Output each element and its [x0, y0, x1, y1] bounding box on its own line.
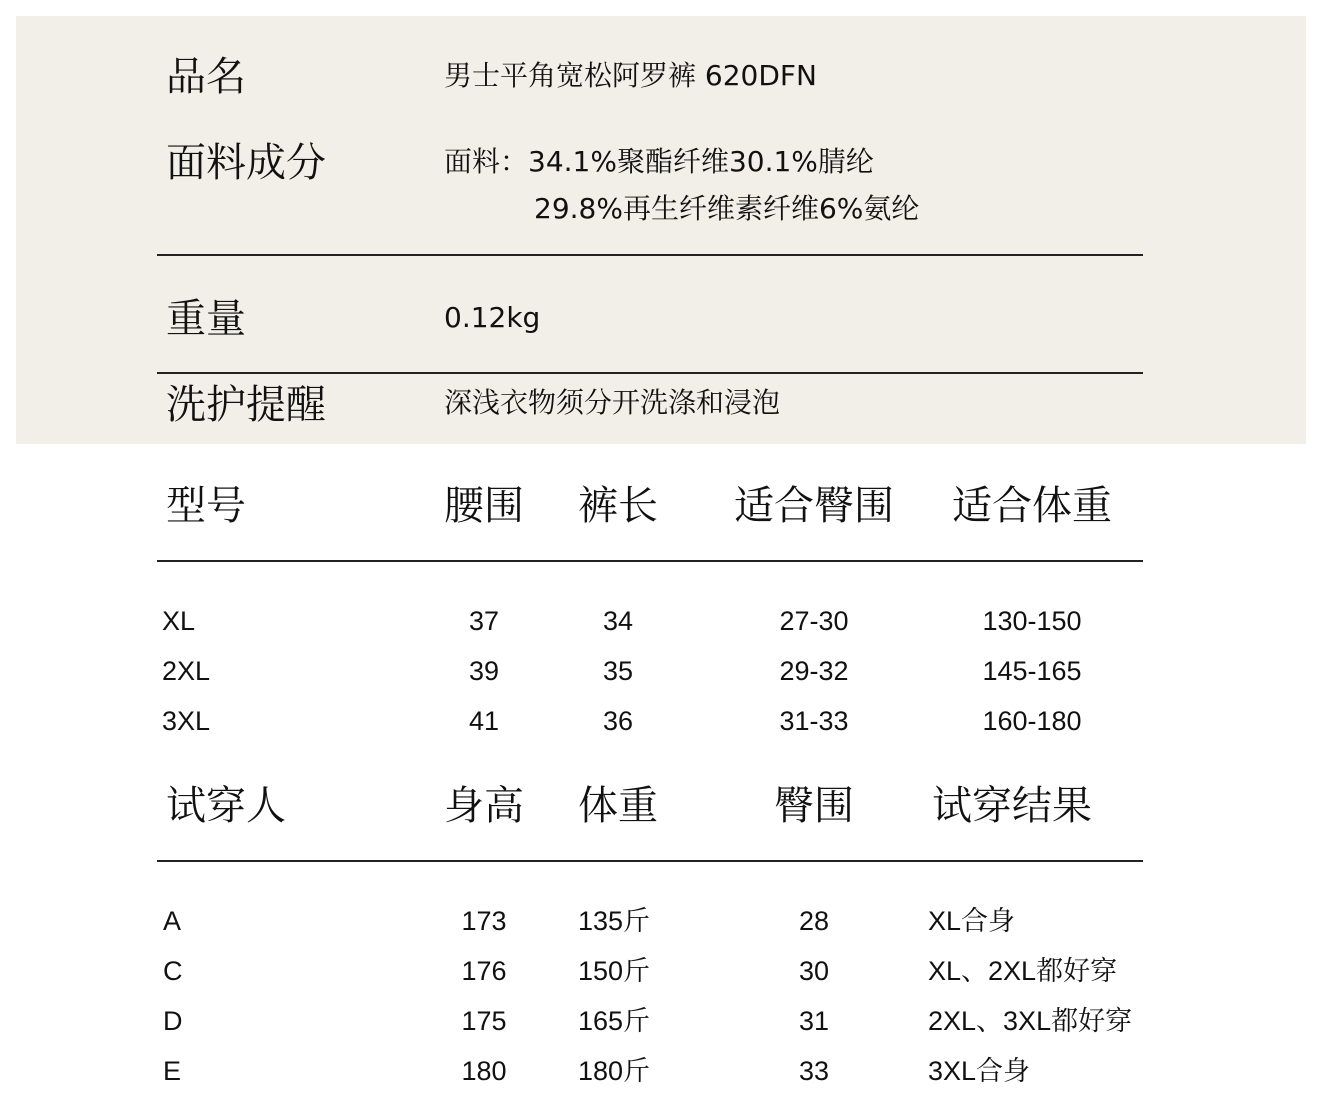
table-cell-result: 3XL合身 [928, 1056, 1031, 1086]
divider [157, 860, 1143, 862]
table-cell-weight: 150斤 [578, 956, 651, 986]
table-cell-size: 2XL [162, 656, 211, 686]
fit-header-weight: 体重 [578, 783, 658, 829]
fit-header-result: 试穿结果 [932, 783, 1092, 829]
table-cell-tester: A [163, 906, 182, 936]
table-cell-tester: C [163, 956, 183, 986]
weight-value: 0.12kg [444, 301, 541, 334]
table-cell-hip: 28 [798, 906, 830, 936]
table-cell-length: 36 [602, 706, 634, 736]
table-cell-size: 3XL [162, 706, 211, 736]
size-header-waist: 腰围 [444, 483, 524, 529]
care-label: 洗护提醒 [166, 382, 326, 428]
table-cell-result: XL合身 [928, 906, 1016, 936]
table-cell-weight: 135斤 [578, 906, 651, 936]
table-cell-result: XL、2XL都好穿 [928, 956, 1118, 986]
table-cell-weight: 180斤 [578, 1056, 651, 1086]
size-header-weight: 适合体重 [952, 483, 1112, 529]
table-cell-length: 35 [602, 656, 634, 686]
table-cell-height: 176 [461, 956, 507, 986]
table-cell-weight: 160-180 [982, 706, 1082, 736]
fit-header-height: 身高 [444, 783, 524, 829]
fabric-line-1: 面料：34.1%聚酯纤维30.1%腈纶 [444, 145, 874, 178]
size-header-hip: 适合臀围 [734, 483, 894, 529]
divider [157, 254, 1143, 256]
table-cell-result: 2XL、3XL都好穿 [928, 1006, 1133, 1036]
table-cell-hip: 27-30 [779, 606, 849, 636]
product-name-label: 品名 [166, 54, 246, 100]
fabric-line-2: 29.8%再生纤维素纤维6%氨纶 [534, 192, 920, 225]
table-cell-length: 34 [602, 606, 634, 636]
divider [157, 560, 1143, 562]
table-cell-waist: 41 [468, 706, 500, 736]
table-cell-size: XL [162, 606, 196, 636]
size-header-model: 型号 [166, 483, 246, 529]
table-cell-waist: 39 [468, 656, 500, 686]
weight-label: 重量 [166, 296, 246, 342]
table-cell-weight: 130-150 [982, 606, 1082, 636]
table-cell-tester: E [163, 1056, 182, 1086]
fit-header-hip: 臀围 [774, 783, 854, 829]
fabric-label: 面料成分 [166, 140, 326, 186]
fit-header-tester: 试穿人 [166, 783, 286, 829]
table-cell-tester: D [163, 1006, 183, 1036]
table-cell-height: 175 [461, 1006, 507, 1036]
divider [157, 372, 1143, 374]
table-cell-hip: 33 [798, 1056, 830, 1086]
table-cell-hip: 31 [798, 1006, 830, 1036]
table-cell-hip: 30 [798, 956, 830, 986]
table-cell-hip: 31-33 [779, 706, 849, 736]
table-cell-weight: 145-165 [982, 656, 1082, 686]
table-cell-waist: 37 [468, 606, 500, 636]
table-cell-height: 180 [461, 1056, 507, 1086]
care-value: 深浅衣物须分开洗涤和浸泡 [444, 386, 781, 419]
table-cell-weight: 165斤 [578, 1006, 651, 1036]
table-cell-height: 173 [461, 906, 507, 936]
product-name-value: 男士平角宽松阿罗裤 620DFN [444, 59, 817, 92]
table-cell-hip: 29-32 [779, 656, 849, 686]
size-header-length: 裤长 [578, 483, 658, 529]
